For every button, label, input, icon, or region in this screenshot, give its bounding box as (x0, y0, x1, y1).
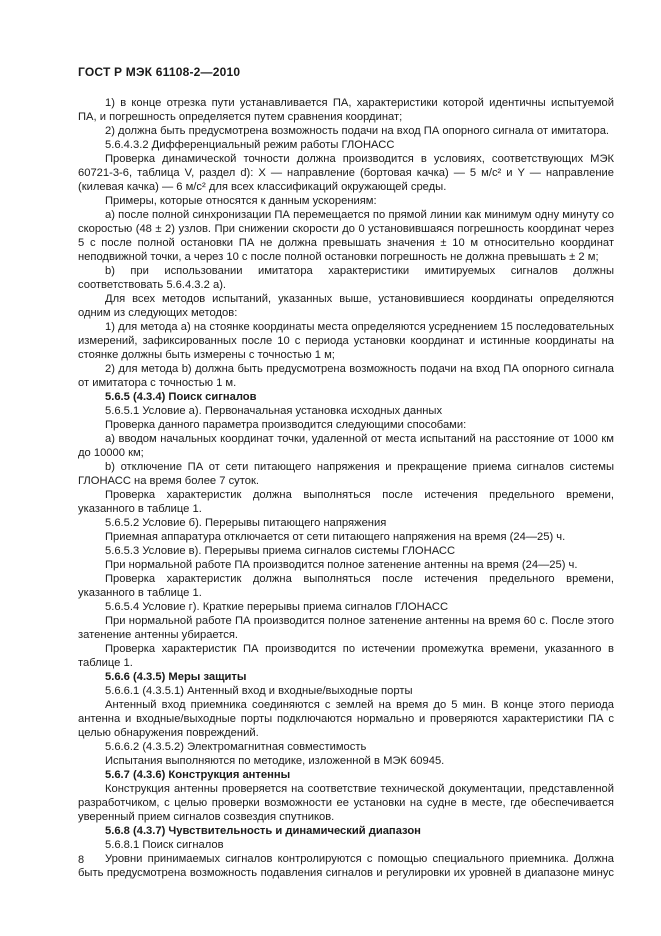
paragraph: Проверка характеристик должна выполняться после истечения предельного времени, указанного в таблице 1. (78, 489, 614, 515)
paragraph: 1) в конце отрезка пути устанавливается ПА, характеристики которой идентичны испытуемой ПА, и погрешность определяется путем сравнения координат; (78, 97, 614, 123)
paragraph: Конструкция антенны проверяется на соответствие технической документации, представленной разработчиком, с целью проверки возможности ее установки на судне в месте, где обеспечивается уверенный прием сигналов созвездия спутников. (78, 783, 614, 823)
paragraph: Проверка динамической точности должна производится в условиях, соответствующих МЭК 60721-3-6, таблица V, раздел d): X — направление (бортовая качка) — 5 м/с² и Y — направление (килевая качка) — 6 м/с² для всех классификаций окружающей среды. (78, 153, 614, 193)
paragraph: 2) для метода b) должна быть предусмотрена возможность подачи на вход ПА опорного сигнала от имитатора с точностью 1 м. (78, 363, 614, 389)
paragraph: a) вводом начальных координат точки, удаленной от места испытаний на расстояние от 1000 км до 10000 км; (78, 433, 614, 459)
paragraph: 5.6.4.3.2 Дифференциальный режим работы ГЛОНАСС (105, 139, 395, 151)
paragraph: Проверка данного параметра производится следующими способами: (105, 419, 467, 431)
paragraph: 5.6.5.1 Условие а). Первоначальная установка исходных данных (105, 405, 443, 417)
paragraph: 5.6.5.4 Условие г). Краткие перерывы приема сигналов ГЛОНАСС (105, 601, 449, 613)
paragraph: Для всех методов испытаний, указанных выше, установившиеся координаты определяются одним из следующих методов: (78, 293, 614, 319)
paragraph: 2) должна быть предусмотрена возможность подачи на вход ПА опорного сигнала от имитатора. (105, 125, 610, 137)
paragraph: 5.6.5.3 Условие в). Перерывы приема сигналов системы ГЛОНАСС (105, 545, 456, 557)
paragraph: Уровни принимаемых сигналов контролируются с помощью специального приемника. Должна быть предусмотрена возможность подавления сигналов и регулировки их уровней в диапазоне минус (78, 853, 614, 879)
paragraph: b) при использовании имитатора характеристики имитируемых сигналов должны соответствовать 5.6.4.3.2 а). (78, 265, 614, 291)
paragraph: 5.6.5.2 Условие б). Перерывы питающего напряжения (105, 517, 387, 529)
section-heading: 5.6.6 (4.3.5) Меры защиты (105, 671, 247, 683)
paragraph: Примеры, которые относятся к данным ускорениям: (105, 195, 377, 207)
paragraph: 5.6.8.1 Поиск сигналов (105, 839, 224, 851)
paragraph: Приемная аппаратура отключается от сети питающего напряжения на время (24—25) ч. (105, 531, 566, 543)
paragraph: a) после полной синхронизации ПА перемещается по прямой линии как минимум одну минуту со скоростью (48 ± 2) узлов. При снижении скорости до 0 установившаяся погрешность координат через 5 с после полной остановки ПА не должна превышать значения ± 10 м относительно координат неподвижной точки, а через 10 с после полной остановки погрешность не должна превышать ± 2 м; (78, 209, 614, 263)
paragraph: При нормальной работе ПА производится полное затенение антенны на время (24—25) ч. (105, 559, 578, 571)
document-header: ГОСТ Р МЭК 61108-2—2010 (78, 65, 241, 79)
page-number: 8 (78, 854, 85, 866)
paragraph: Испытания выполняются по методике, изложенной в МЭК 60945. (105, 755, 445, 767)
section-heading: 5.6.8 (4.3.7) Чувствительность и динамический диапазон (105, 825, 421, 837)
paragraph: b) отключение ПА от сети питающего напряжения и прекращение приема сигналов системы ГЛОНАСС на время более 7 суток. (78, 461, 614, 487)
paragraph: Проверка характеристик ПА производится по истечении промежутка времени, указанного в таблице 1. (78, 643, 614, 669)
paragraph: Проверка характеристик должна выполняться после истечения предельного времени, указанного в таблице 1. (78, 573, 614, 599)
section-heading: 5.6.7 (4.3.6) Конструкция антенны (105, 769, 291, 781)
paragraph: При нормальной работе ПА производится полное затенение антенны на время 60 с. После этого затенение антенны убирается. (78, 615, 614, 641)
paragraph: 5.6.6.1 (4.3.5.1) Антенный вход и входные/выходные порты (105, 685, 413, 697)
paragraph: 1) для метода а) на стоянке координаты места определяются усреднением 15 последовательных измерений, зафиксированных после 10 с периода установки координат и истинные координаты на стоянке должны быть измерены с точностью 1 м; (78, 321, 614, 361)
paragraph: 5.6.6.2 (4.3.5.2) Электромагнитная совместимость (105, 741, 367, 753)
section-heading: 5.6.5 (4.3.4) Поиск сигналов (105, 391, 257, 403)
paragraph: Антенный вход приемника соединяются с землей на время до 5 мин. В конце этого периода антенна и входные/выходные порты подключаются нормально и проверяются характеристики ПА с целью обнаружения повреждений. (78, 699, 614, 739)
document-body (78, 96, 614, 880)
